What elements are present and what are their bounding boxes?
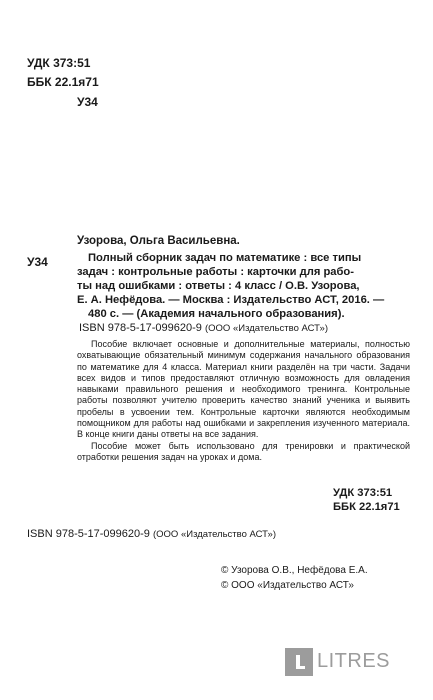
title-line: Е. А. Нефёдова. — Москва : Издательство АСТ, 2016. — (77, 294, 385, 306)
isbn-footer (27, 528, 276, 540)
isbn-number-footer: ISBN 978-5-17-099620-9 (27, 528, 150, 540)
bbk-code-bottom: ББК 22.1я71 (333, 501, 400, 513)
abstract (77, 339, 410, 463)
litres-watermark-text: LITRES (317, 650, 391, 672)
bibliographic-description (77, 251, 410, 321)
udk-code-bottom: УДК 373:51 (333, 487, 393, 499)
udk-code-top: УДК 373:51 (27, 56, 91, 70)
bbk-code-top: ББК 22.1я71 (27, 75, 99, 89)
author-name: Узорова, Ольга Васильевна. (77, 235, 240, 247)
title-line: 480 с. — (Академия начального образования). (88, 308, 345, 320)
isbn-publisher-footer: (ООО «Издательство АСТ») (152, 529, 277, 540)
copyright-block (221, 563, 368, 593)
title-line: Полный сборник задач по математике : все типы (88, 252, 362, 264)
author-code-top: У34 (77, 95, 98, 109)
abstract-paragraph: Пособие включает основные и дополнительные материалы, полностью охватывающие обязательный минимум содержания начального образования по математике для 4 класса. Материал книги разделён на три части. Задачи всех видов и типов предоставляют отличную возможность для овладения навыками правильного решения и необходимого тренинга. Контрольные работы позволяют учителю проверить качество знаний ученика и выявить пробелы в усвоении тем. Контрольные карточки являются необходимым помощником для работы над ошибками и закрепления изученного материала. В конце книги даны ответы на все задания. (77, 339, 410, 440)
bottom-codes (333, 486, 400, 514)
title-line: задач : контрольные работы : карточки для рабо- (77, 266, 354, 278)
copyright-authors: © Узорова О.В., Нефёдова Е.А. (221, 565, 368, 576)
title-line: ты над ошибками : ответы : 4 класс / О.В. Узорова, (77, 280, 360, 292)
copyright-publisher: © ООО «Издательство АСТ» (221, 580, 354, 591)
litres-l-icon (285, 648, 313, 676)
isbn-number: ISBN 978-5-17-099620-9 (79, 322, 202, 334)
author-code: У34 (27, 255, 48, 269)
isbn-entry (79, 322, 328, 334)
abstract-paragraph: Пособие может быть использовано для тренировки и практической отработки решения задач на уроках и дома. (77, 440, 410, 462)
isbn-publisher: (ООО «Издательство АСТ») (204, 323, 329, 334)
